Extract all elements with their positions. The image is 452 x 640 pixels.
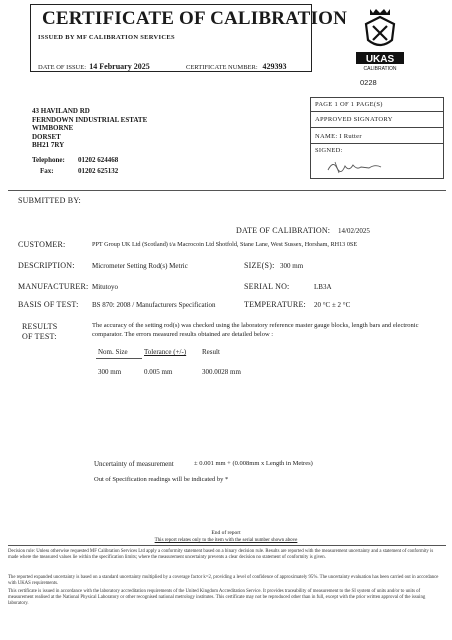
issued-by: ISSUED BY MF CALIBRATION SERVICES — [38, 34, 175, 41]
accreditation-note: This certificate is issued in accordance with the laboratory accreditation requirements of the United Kingdom Accreditation Service. It provides traceability of measurement to the SI system of units and/or to units of measurement realised at the National Physical Laboratory or other recognised national metrology institutes. This certificate may not be reproduced other than in full, except with the prior written approval of the issuing laboratory. — [8, 589, 426, 607]
address-line: WIMBORNE — [32, 124, 74, 132]
certificate-number-label: CERTIFICATE NUMBER: — [186, 64, 258, 71]
submitted-by-label: SUBMITTED BY: — [18, 196, 81, 205]
certificate-number-value: 429393 — [262, 62, 287, 71]
uncertainty-label: Uncertainty of measurement — [94, 460, 174, 468]
temperature-value: 20 °C ± 2 °C — [314, 301, 351, 309]
out-of-spec-note: Out of Specification readings will be indicated by * — [94, 476, 229, 483]
address-line: DORSET — [32, 132, 61, 141]
manufacturer-value: Mitutoyo — [92, 283, 119, 291]
date-of-issue — [38, 62, 150, 71]
fax-value: 01202 625132 — [78, 167, 119, 175]
footer-divider — [8, 545, 446, 546]
address-line: BH21 7RY — [32, 141, 65, 149]
date-of-calibration-value: 14/02/2025 — [338, 227, 370, 235]
table-cell-result: 300.0028 mm — [202, 368, 241, 376]
telephone-value: 01202 624468 — [78, 156, 119, 164]
report-scope-note: This report relates only to the item with the serial number shown above — [154, 538, 298, 543]
section-divider — [8, 190, 446, 191]
description-value: Micrometer Setting Rod(s) Metric — [92, 262, 188, 270]
results-label: RESULTS — [22, 322, 58, 331]
approved-signatory: APPROVED SIGNATORY — [315, 116, 393, 123]
certificate-title: CERTIFICATE OF CALIBRATION — [42, 8, 348, 29]
column-header-size: Nom. Size — [98, 348, 128, 356]
description-label: DESCRIPTION: — [18, 261, 75, 270]
address-line: 43 HAVILAND RD — [32, 107, 90, 115]
telephone-label: Telephone: — [32, 156, 65, 164]
certificate-number — [186, 62, 287, 71]
sizes-value: 300 mm — [280, 262, 304, 270]
ukas-logo — [354, 6, 406, 72]
ukas-text: UKAS — [365, 54, 395, 65]
sizes-label: SIZE(S): — [244, 261, 275, 270]
basis-value: BS 870: 2008 / Manufacturers Specification — [92, 301, 216, 309]
uncertainty-value: ± 0.001 mm + (0.008mm x Length in Metres) — [194, 460, 313, 467]
end-of-report: End of report — [211, 530, 241, 536]
table-cell-size: 300 mm — [98, 368, 122, 376]
signature-image — [325, 156, 385, 176]
issuer-contact — [32, 155, 118, 177]
signed-label: SIGNED: — [315, 147, 343, 154]
date-of-issue-label: DATE OF ISSUE: — [38, 64, 87, 71]
customer-value: PPT Group UK Ltd (Scotland) t/a Macrocoin Ltd Shotfold, Stane Lane, West Sussex, Horsham, RH13 0SE — [92, 241, 358, 248]
signatory-box — [310, 97, 444, 179]
fax-label: Fax: — [40, 167, 54, 175]
decision-rule-note: Decision rule: Unless otherwise requested MF Calibration Services Ltd apply a conformity statement based on a binary decision rule. Results are reported with the measurement uncertainty and a statement of conformity is made where the measured values lie within the specification limits; where the measurement uncertainty prevents a clear decision no statement of conformity is given. — [8, 549, 434, 561]
column-header-result: Result — [202, 348, 220, 356]
page-count: PAGE 1 OF 1 PAGE(S) — [315, 101, 383, 108]
serial-label: SERIAL NO: — [244, 282, 290, 291]
lab-number: 0228 — [360, 78, 377, 87]
column-header-tolerance: Tolerance (+/-) — [144, 348, 187, 356]
table-cell-tolerance: 0.005 mm — [144, 368, 173, 376]
signatory-name: NAME: I Rutter — [315, 133, 362, 140]
date-of-calibration-label: DATE OF CALIBRATION: — [236, 226, 331, 235]
date-of-issue-value: 14 February 2025 — [89, 62, 150, 71]
address-line: FERNDOWN INDUSTRIAL ESTATE — [32, 115, 148, 124]
issuer-address — [32, 107, 147, 150]
ukas-sub: CALIBRATION — [363, 66, 397, 72]
manufacturer-label: MANUFACTURER: — [18, 282, 89, 291]
serial-value: LB3A — [314, 283, 332, 291]
basis-label: BASIS OF TEST: — [18, 300, 79, 309]
results-table — [98, 348, 298, 388]
customer-label: CUSTOMER: — [18, 240, 66, 249]
results-label-2: OF TEST: — [22, 332, 57, 341]
uncertainty-note: The reported expanded uncertainty is based on a standard uncertainty multiplied by a coverage factor k=2, providing a level of confidence of approximately 95%. The uncertainty evaluation has been carried out in accordance with UKAS requirements. — [8, 575, 439, 587]
results-intro: The accuracy of the setting rod(s) was checked using the laboratory reference master gauge blocks, length bars and electronic comparator. The errors measured results obtained are detailed below : — [92, 322, 419, 338]
temperature-label: TEMPERATURE: — [244, 300, 306, 309]
